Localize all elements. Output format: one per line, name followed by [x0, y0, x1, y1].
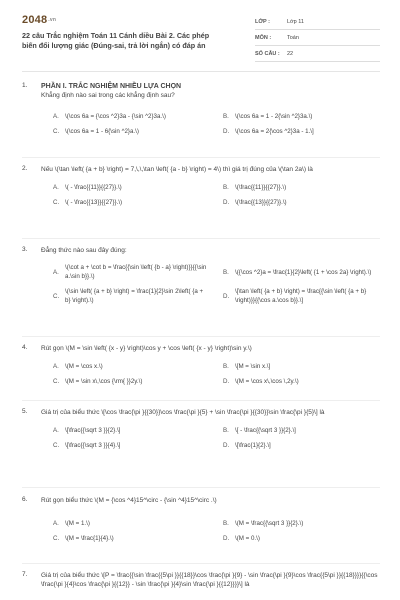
logo-suffix: .vn: [48, 17, 57, 24]
question-text: Khẳng định nào sai trong các khẳng định sau?: [41, 92, 175, 99]
options-grid: [53, 519, 380, 543]
option-b[interactable]: B. \(\frac{{11}}{{27}}.\): [223, 184, 287, 191]
document-meta: [255, 14, 380, 62]
question-item: [22, 408, 380, 450]
options-grid: [53, 112, 380, 136]
question-divider: [22, 563, 380, 564]
question-text: Nếu \(\tan \left( {a + b} \right) = 7,\,\,\tan \left( {a - b} \right) = 4\) thì giá trị đúng của \(\tan 2a\) là: [41, 166, 313, 173]
option-b[interactable]: B. \[M = \sin x.\]: [223, 363, 271, 370]
option-c[interactable]: C. \(\cos 6a = 1 - 6{\sin ^2}a.\): [53, 128, 139, 135]
question-item: [22, 496, 380, 543]
meta-row-subject: [255, 30, 380, 46]
question-number: 5.: [22, 408, 28, 415]
option-a[interactable]: A. \(M = 1.\): [53, 520, 90, 527]
option-a[interactable]: A. \(M = \cos x.\): [53, 363, 103, 370]
question-item: [22, 82, 380, 136]
option-c[interactable]: C. \[\frac{{\sqrt 3 }}{4}.\]: [53, 442, 121, 449]
question-text: Rút gọn biểu thức \(M = {\cos ^4}15^\circ - {\sin ^4}15^\circ .\): [41, 497, 217, 504]
option-b[interactable]: B. \[ - \frac{{\sqrt 3 }}{2}.\]: [223, 427, 296, 434]
meta-row-count: [255, 46, 380, 62]
option-d[interactable]: D. \(\frac{{13}}{{27}}.\): [223, 199, 287, 206]
question-item: [22, 571, 380, 589]
option-c[interactable]: C. \(\sin \left( {a + b} \right) = \frac{1}{2}\sin 2\left( {a + b} \right).\): [53, 288, 204, 304]
option-d[interactable]: D. \[\frac{1}{2}.\]: [223, 442, 271, 449]
option-a[interactable]: A. \( - \frac{{11}}{{27}}.\): [53, 184, 122, 191]
option-b[interactable]: B. \(M = \frac{{\sqrt 3 }}{2}.\): [223, 520, 304, 527]
option-c[interactable]: C. \( - \frac{{13}}{{27}}.\): [53, 199, 123, 206]
meta-value: Toán: [287, 34, 299, 41]
meta-row-grade: [255, 14, 380, 30]
option-a[interactable]: A. \[\frac{{\sqrt 3 }}{2}.\]: [53, 427, 121, 434]
question-item: [22, 344, 380, 386]
question-text: Rút gọn \(M = \sin \left( {x - y} \right)\cos y + \cos \left( {x - y} \right)\sin y.\): [41, 345, 252, 352]
question-divider: [22, 157, 380, 158]
option-d[interactable]: D. \[\tan \left( {a + b} \right) = \frac{{\sin \left( {a + b} \right)}}{{\cos a.\cos b}}.\]: [223, 288, 367, 304]
option-c[interactable]: C. \(M = \frac{1}{4}.\): [53, 535, 114, 542]
option-b[interactable]: B. \(\cos 6a = 1 - 2{\sin ^2}3a.\): [223, 113, 313, 120]
question-text: Đẳng thức nào sau đây đúng:: [41, 247, 127, 254]
question-number: 7.: [22, 571, 28, 578]
document-header: [0, 0, 400, 70]
question-divider: [22, 400, 380, 401]
option-b[interactable]: B. \({\cos ^2}a = \frac{1}{2}\left( {1 + \cos 2a} \right).\): [223, 268, 372, 276]
header-divider: [22, 71, 380, 72]
question-divider: [22, 238, 380, 239]
option-d[interactable]: D. \(M = \cos x\,\cos \,2y.\): [223, 378, 299, 385]
document-title: 22 câu Trắc nghiệm Toán 11 Cánh diều Bài 2. Các phép biến đổi lượng giác (Đúng-sai, trả lời ngắn) có đáp án: [22, 31, 210, 50]
meta-label: MÔN :: [255, 34, 272, 41]
options-grid: [53, 183, 380, 207]
option-d[interactable]: D. \(\cos 6a = 2{\cos ^2}3a - 1.\]: [223, 128, 314, 135]
meta-value: Lớp 11: [287, 18, 304, 25]
meta-label: LỚP :: [255, 18, 270, 25]
options-grid: [53, 426, 380, 450]
question-text: Giá trị của biểu thức \[\cos \frac{\pi }{{30}}\cos \frac{\pi }{5} + \sin \frac{\pi }{{30}}\sin \frac{\pi }{5}\] là: [41, 409, 325, 416]
option-d[interactable]: D. \(M = 0.\): [223, 535, 260, 542]
question-divider: [22, 336, 380, 337]
option-c[interactable]: C. \(M = \sin x\,\cos {\rm{ }}2y.\): [53, 378, 143, 385]
question-number: 2.: [22, 165, 28, 172]
meta-value: 22: [287, 50, 294, 57]
question-number: 4.: [22, 344, 28, 351]
question-number: 1.: [22, 82, 28, 89]
question-item: [22, 165, 380, 207]
question-number: 6.: [22, 496, 28, 503]
option-a[interactable]: A. \(\cos 6a = {\cos ^2}3a - {\sin ^2}3a.\): [53, 113, 166, 120]
option-a[interactable]: A. \(\cot a + \cot b = \frac{{\sin \left( {b - a} \right)}}{{\sin a.\sin b}}.\): [53, 264, 207, 280]
section-title: PHẦN I. TRẮC NGHIỆM NHIỀU LỰA CHỌN: [41, 83, 182, 90]
question-number: 3.: [22, 246, 28, 253]
question-divider: [22, 487, 380, 488]
options-grid: [53, 263, 380, 305]
site-logo[interactable]: [22, 14, 56, 26]
meta-label: SỐ CÂU :: [255, 50, 280, 57]
question-text: Giá trị của biểu thức \[P = \frac{{\sin \frac{{5\pi }}{{18}}\cos \frac{\pi }{9} - \sin \frac{\pi }{9}\cos \frac{{5\pi }}{{18}}}}{{\cos \frac{\pi }{4}\cos \frac{\pi }{{12}} - \sin \frac{\pi }{4}\sin \frac{\pi }{{12}}}}\] là: [41, 572, 378, 588]
question-item: [22, 246, 380, 305]
options-grid: [53, 362, 380, 386]
logo-number: 2048: [22, 14, 48, 26]
